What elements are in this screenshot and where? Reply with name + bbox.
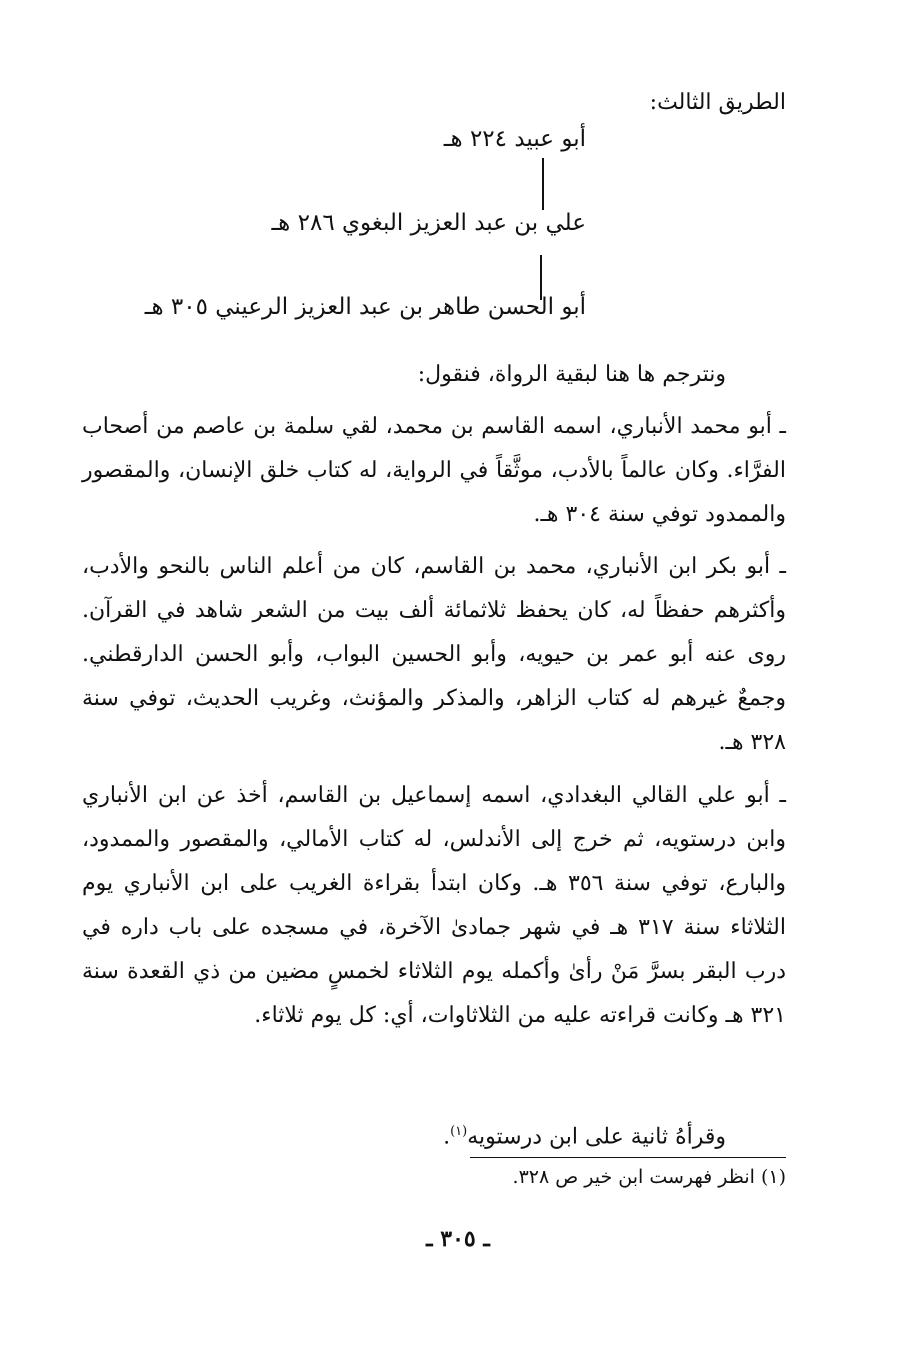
closing-end: . (443, 1124, 451, 1150)
page-number: ـ ٣٠٥ ـ (426, 1226, 490, 1252)
chain-node-3: أبو الحسن طاهر بن عبد العزيز الرعيني ٣٠٥ هـ (144, 294, 586, 320)
intro-line: ونترجم ها هنا لبقية الرواة، فنقول: (417, 362, 726, 387)
chain-connector-1 (542, 158, 544, 210)
chain-node-1: أبو عبيد ٢٢٤ هـ (443, 126, 586, 152)
closing-text: وقرأهُ ثانية على ابن درستويه (467, 1124, 726, 1150)
paragraph-al-qali: ـ أبو علي القالي البغدادي، اسمه إسماعيل بن القاسم، أخذ عن ابن الأنباري وابن درستويه، ثم خرج إلى الأندلس، له كتاب الأمالي، والمقصور والممدود، والبارع، توفي سنة ٣٥٦ هـ. وكان ابتدأ بقراءة الغريب على ابن الأنباري يوم الثلاثاء سنة ٣١٧ هـ في شهر جمادىٰ الآخرة، في مسجده على باب داره في درب البقر بسرَّ مَنْ رأىٰ وأكمله يوم الثلاثاء لخمسٍ مضين من ذي القعدة سنة ٣٢١ هـ وكانت قراءته عليه من الثلاثاوات، أي: كل يوم ثلاثاء. (82, 783, 786, 1028)
paragraph-al-anbari-father: ـ أبو محمد الأنباري، اسمه القاسم بن محمد، لقي سلمة بن عاصم من أصحاب الفرَّاء. وكان عالماً بالأدب، موثَّقاً في الرواية، له كتاب خلق الإنسان، والمقصور والممدود توفي سنة ٣٠٤ هـ. (82, 414, 786, 527)
chain-node-2: علي بن عبد العزيز البغوي ٢٨٦ هـ (271, 210, 586, 236)
closing-line (443, 1110, 726, 1159)
footnote-rule (470, 1157, 786, 1158)
footnote-marker: (١) (450, 1124, 468, 1139)
paragraph-ibn-al-anbari: ـ أبو بكر ابن الأنباري، محمد بن القاسم، كان من أعلم الناس بالنحو والأدب، وأكثرهم حفظاً له، كان يحفظ ثلاثمائة ألف بيت من الشعر شاهد في القرآن. روى عنه أبو عمر بن حيويه، وأبو الحسين البواب، وأبو الحسن الدارقطني. وجمعٌ غيرهم له كتاب الزاهر، والمذكر والمؤنث، وغريب الحديث، توفي سنة ٣٢٨ هـ. (82, 554, 786, 755)
section-heading: الطريق الثالث: (649, 90, 786, 115)
footnote: (١) انظر فهرست ابن خير ص ٣٢٨. (512, 1166, 786, 1188)
